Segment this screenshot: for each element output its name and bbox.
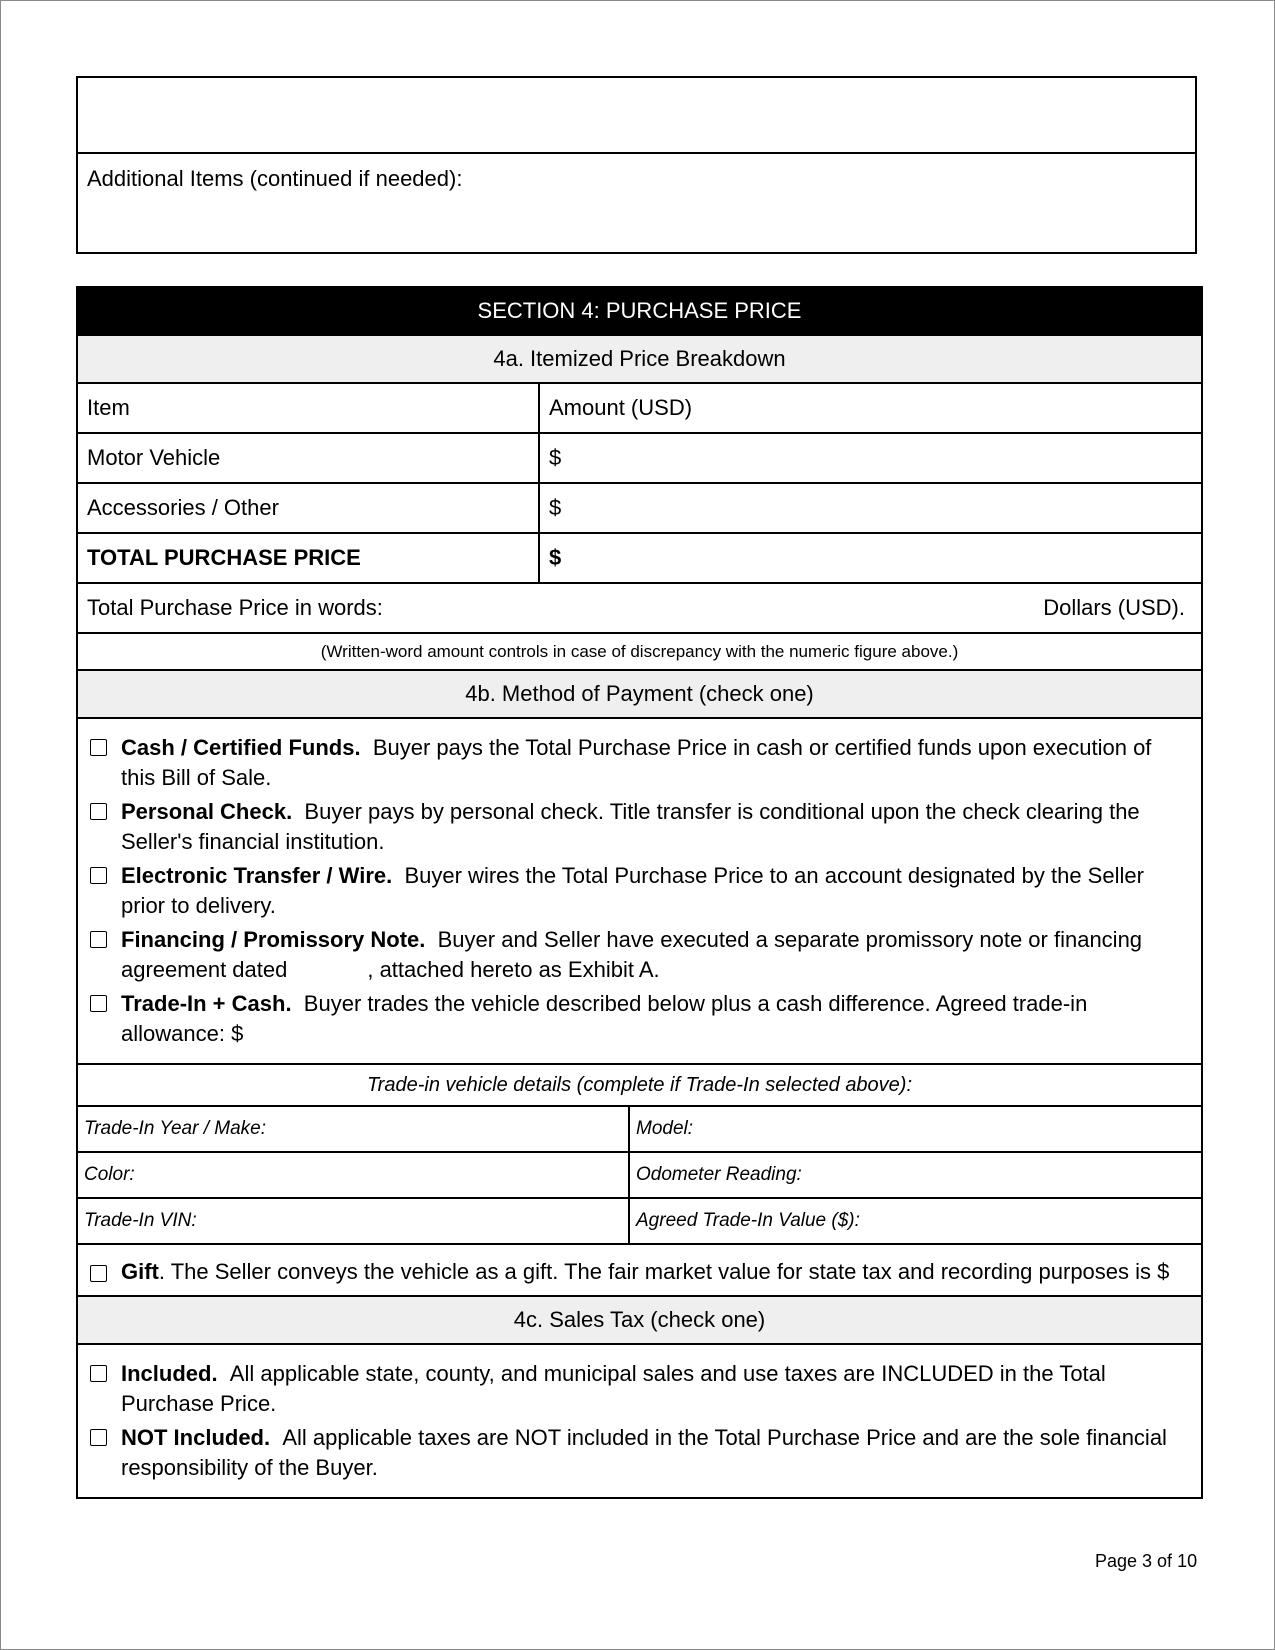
- itemized-header-row: [78, 384, 1201, 434]
- words-note: (Written-word amount controls in case of discrepancy with the numeric figure above.): [78, 634, 1201, 671]
- trade-in-odometer-field[interactable]: Odometer Reading:: [636, 1164, 802, 1185]
- checkbox[interactable]: [90, 803, 107, 820]
- option-text: Buyer pays by personal check. Title transfer is conditional upon the check clearing the Seller's financial institution.: [121, 799, 1140, 854]
- words-suffix: Dollars (USD).: [1043, 595, 1185, 620]
- table-row: [78, 534, 1201, 584]
- col-amount-header: Amount (USD): [549, 395, 693, 420]
- additional-items-box: [76, 76, 1197, 254]
- trade-in-model-field[interactable]: Model:: [636, 1118, 694, 1139]
- option-label: Gift: [121, 1259, 159, 1284]
- trade-in-row: [78, 1153, 1201, 1199]
- option-label: Personal Check.: [121, 799, 293, 824]
- payment-options: [78, 719, 1201, 1065]
- tax-option-not-included: [90, 1423, 1191, 1483]
- option-label: Trade-In + Cash.: [121, 991, 292, 1016]
- payment-option-financing: [90, 925, 1191, 985]
- table-row: [78, 434, 1201, 484]
- option-text: Buyer and Seller have executed a separate promissory note or financing agreement dated: [121, 927, 1143, 982]
- trade-in-value-field[interactable]: Agreed Trade-In Value ($):: [636, 1210, 860, 1231]
- item-motor-vehicle: Motor Vehicle: [78, 434, 540, 482]
- sales-tax-heading: 4c. Sales Tax (check one): [78, 1297, 1201, 1345]
- checkbox[interactable]: [90, 995, 107, 1012]
- sales-tax-options: [78, 1345, 1201, 1497]
- trade-in-color-field[interactable]: Color:: [78, 1153, 630, 1197]
- option-text-after: , attached hereto as Exhibit A.: [367, 957, 660, 982]
- payment-option-cash: [90, 733, 1191, 793]
- option-label: Cash / Certified Funds.: [121, 735, 361, 760]
- itemized-heading: 4a. Itemized Price Breakdown: [78, 336, 1201, 384]
- option-text: All applicable taxes are NOT included in the Total Purchase Price and are the sole financial responsibility of the Buyer.: [121, 1425, 1167, 1480]
- amount-total-field[interactable]: $: [549, 545, 562, 570]
- page-number: Page 3 of 10: [1095, 1551, 1198, 1571]
- payment-heading: 4b. Method of Payment (check one): [78, 671, 1201, 719]
- payment-option-wire: [90, 861, 1191, 921]
- amount-motor-vehicle-field[interactable]: $: [549, 445, 562, 470]
- trade-in-row: [78, 1107, 1201, 1153]
- gift-option-row: [78, 1245, 1201, 1297]
- checkbox[interactable]: [90, 1365, 107, 1382]
- option-text: . The Seller conveys the vehicle as a gift. The fair market value for state tax and recording purposes is $: [158, 1259, 1170, 1284]
- col-item-header: Item: [78, 384, 540, 432]
- tax-option-included: [90, 1359, 1191, 1419]
- trade-in-year-make-field[interactable]: Trade-In Year / Make:: [78, 1107, 630, 1151]
- option-text: All applicable state, county, and municipal sales and use taxes are INCLUDED in the Total Purchase Price.: [121, 1361, 1106, 1416]
- section-title: SECTION 4: PURCHASE PRICE: [78, 288, 1201, 336]
- words-label: Total Purchase Price in words:: [87, 595, 383, 620]
- trade-in-title: Trade-in vehicle details (complete if Trade-In selected above):: [78, 1065, 1201, 1107]
- option-text: Buyer pays the Total Purchase Price in cash or certified funds upon execution of this Bill of Sale.: [121, 735, 1152, 790]
- option-text: Buyer trades the vehicle described below plus a cash difference. Agreed trade-in allowance: $: [121, 991, 1088, 1046]
- option-label: Electronic Transfer / Wire.: [121, 863, 393, 888]
- amount-accessories-field[interactable]: $: [549, 495, 562, 520]
- checkbox[interactable]: [90, 739, 107, 756]
- option-label: NOT Included.: [121, 1425, 271, 1450]
- trade-in-vin-field[interactable]: Trade-In VIN:: [78, 1199, 630, 1243]
- checkbox[interactable]: [90, 1265, 107, 1282]
- option-label: Financing / Promissory Note.: [121, 927, 426, 952]
- trade-in-row: [78, 1199, 1201, 1245]
- payment-option-trade-in: [90, 989, 1191, 1049]
- option-label: Included.: [121, 1361, 218, 1386]
- item-accessories: Accessories / Other: [78, 484, 540, 532]
- payment-option-gift: [90, 1259, 1191, 1285]
- additional-items-label: Additional Items (continued if needed):: [87, 166, 463, 191]
- total-in-words-row[interactable]: [78, 584, 1201, 634]
- blank-cell[interactable]: [78, 78, 1195, 154]
- item-total: TOTAL PURCHASE PRICE: [78, 534, 540, 582]
- checkbox[interactable]: [90, 931, 107, 948]
- checkbox[interactable]: [90, 1429, 107, 1446]
- checkbox[interactable]: [90, 867, 107, 884]
- option-text: Buyer wires the Total Purchase Price to an account designated by the Seller prior to delivery.: [121, 863, 1144, 918]
- section-4-purchase-price: [76, 286, 1203, 1499]
- payment-option-check: [90, 797, 1191, 857]
- table-row: [78, 484, 1201, 534]
